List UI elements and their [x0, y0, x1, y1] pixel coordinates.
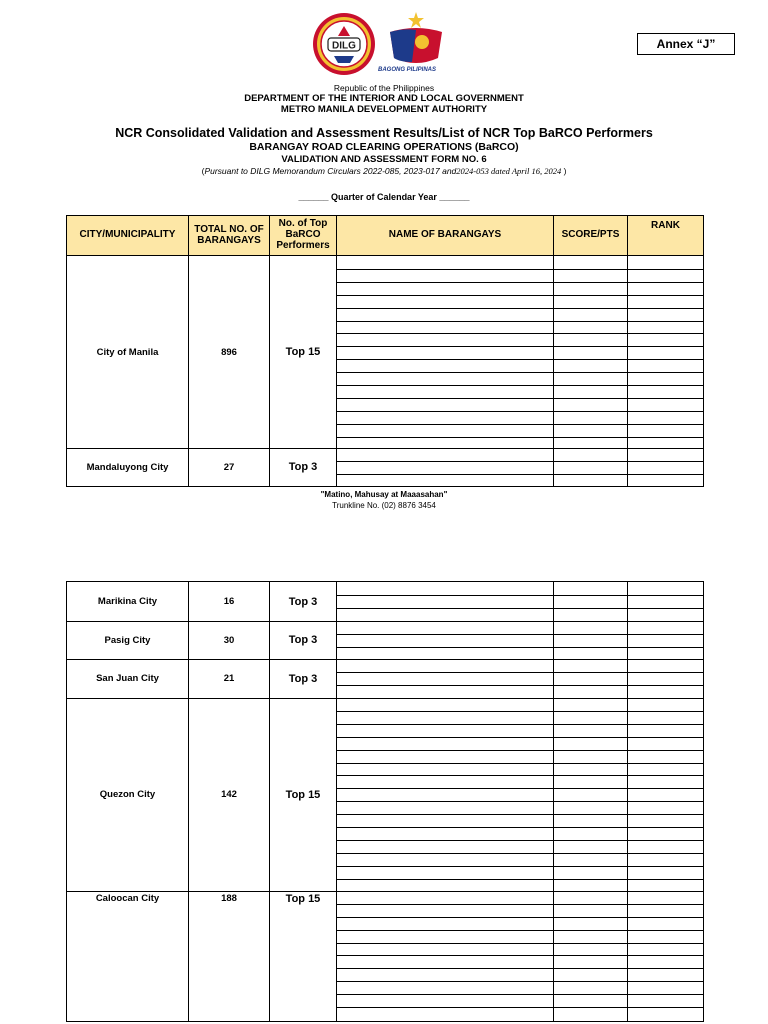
- blank-entry-line: [337, 359, 703, 360]
- city-name: City of Manila: [96, 346, 159, 358]
- motto: "Matino, Mahusay at Maaasahan": [320, 490, 448, 499]
- barangay-total: 142: [221, 789, 237, 800]
- blank-entry-line: [337, 461, 703, 462]
- city-name: Quezon City: [99, 789, 156, 800]
- blank-entry-line: [337, 634, 703, 635]
- blank-entry-line: [337, 282, 703, 283]
- pursuant-text: Pursuant to DILG Memorandum Circulars 2022-085, 2023-017 and: [204, 166, 457, 176]
- blank-entry-line: [337, 994, 703, 995]
- top-performers: Top 3: [288, 461, 318, 473]
- agency-line: METRO MANILA DEVELOPMENT AUTHORITY: [280, 104, 488, 115]
- top-performers: Top 15: [285, 893, 321, 905]
- blank-entry-line: [337, 385, 703, 386]
- blank-entry-line: [337, 372, 703, 373]
- blank-entry-line: [337, 853, 703, 854]
- blank-entry-line: [337, 801, 703, 802]
- blank-entry-line: [337, 788, 703, 789]
- blank-entry-line: [337, 943, 703, 944]
- blank-entry-line: [337, 608, 703, 609]
- blank-entry-line: [337, 269, 703, 270]
- pursuant-open: (: [201, 166, 205, 176]
- page-subtitle: BARANGAY ROAD CLEARING OPERATIONS (BaRCO): [249, 141, 519, 153]
- barangay-total: 27: [223, 461, 235, 473]
- quarter-line: ______ Quarter of Calendar Year ______: [298, 192, 470, 202]
- blank-entry-line: [337, 685, 703, 686]
- barangay-total: 188: [221, 893, 237, 904]
- results-table-page-2: [66, 581, 704, 1022]
- form-number: VALIDATION AND ASSESSMENT FORM NO. 6: [281, 154, 487, 165]
- dilg-logo-text: DILG: [332, 40, 356, 52]
- pursuant-line: [0, 166, 768, 176]
- blank-entry-line: [337, 333, 703, 334]
- city-name: Pasig City: [104, 634, 151, 646]
- header-city: CITY/MUNICIPALITY: [79, 229, 176, 241]
- city-name: San Juan City: [96, 673, 159, 684]
- blank-entry-line: [337, 775, 703, 776]
- blank-entry-line: [337, 866, 703, 867]
- department-line: DEPARTMENT OF THE INTERIOR AND LOCAL GOVERNMENT: [244, 93, 524, 104]
- city-name: Mandaluyong City: [86, 461, 169, 473]
- blank-entry-line: [337, 711, 703, 712]
- pursuant-date: 2024-053 dated April 16, 2024: [456, 166, 562, 176]
- blank-entry-line: [337, 424, 703, 425]
- top-performers: Top 3: [288, 595, 318, 608]
- blank-entry-line: [337, 411, 703, 412]
- annex-label: Annex “J”: [637, 33, 735, 55]
- blank-entry-line: [337, 917, 703, 918]
- header-total-barangays: TOTAL NO. OF BARANGAYS: [194, 223, 264, 246]
- blank-entry-line: [337, 672, 703, 673]
- blank-entry-line: [337, 346, 703, 347]
- blank-entry-line: [337, 398, 703, 399]
- header-rank: RANK: [651, 220, 680, 231]
- results-table-page-1: [66, 215, 704, 487]
- blank-entry-line: [337, 955, 703, 956]
- blank-entry-line: [337, 930, 703, 931]
- blank-entry-line: [337, 737, 703, 738]
- header-score: SCORE/PTS: [561, 229, 620, 241]
- blank-entry-line: [337, 474, 703, 475]
- blank-entry-line: [337, 840, 703, 841]
- blank-entry-line: [337, 968, 703, 969]
- top-performers: Top 3: [288, 672, 318, 685]
- blank-entry-line: [337, 981, 703, 982]
- blank-entry-line: [337, 904, 703, 905]
- barangay-total: 16: [223, 596, 235, 607]
- trunkline: Trunkline No. (02) 8876 3454: [332, 501, 436, 510]
- top-performers: Top 15: [285, 346, 321, 358]
- blank-entry-line: [337, 827, 703, 828]
- bagong-pilipinas-text: BAGONG PILIPINAS: [377, 67, 436, 73]
- blank-entry-line: [337, 1007, 703, 1008]
- blank-entry-line: [337, 321, 703, 322]
- page-title: NCR Consolidated Validation and Assessment Results/List of NCR Top BaRCO Performers: [115, 126, 653, 140]
- blank-entry-line: [337, 750, 703, 751]
- city-name: Marikina City: [97, 596, 158, 607]
- top-performers: Top 15: [285, 788, 321, 801]
- table-header: [67, 216, 703, 256]
- barangay-total: 896: [221, 346, 237, 358]
- blank-entry-line: [337, 647, 703, 648]
- barangay-total: 30: [223, 634, 235, 646]
- blank-entry-line: [337, 595, 703, 596]
- blank-entry-line: [337, 814, 703, 815]
- pursuant-close: ): [561, 166, 567, 176]
- header-barangay-names: NAME OF BARANGAYS: [388, 229, 502, 241]
- blank-entry-line: [337, 879, 703, 880]
- barangay-total: 21: [223, 673, 235, 684]
- blank-entry-line: [337, 308, 703, 309]
- city-name: Caloocan City: [95, 893, 160, 904]
- blank-entry-line: [337, 295, 703, 296]
- blank-entry-line: [337, 724, 703, 725]
- blank-entry-line: [337, 763, 703, 764]
- blank-entry-line: [337, 437, 703, 438]
- republic-line: Republic of the Philippines: [333, 83, 435, 93]
- header-top-performers: No. of Top BaRCO Performers: [276, 218, 330, 251]
- top-performers: Top 3: [288, 634, 318, 646]
- dilg-logo: [312, 12, 376, 76]
